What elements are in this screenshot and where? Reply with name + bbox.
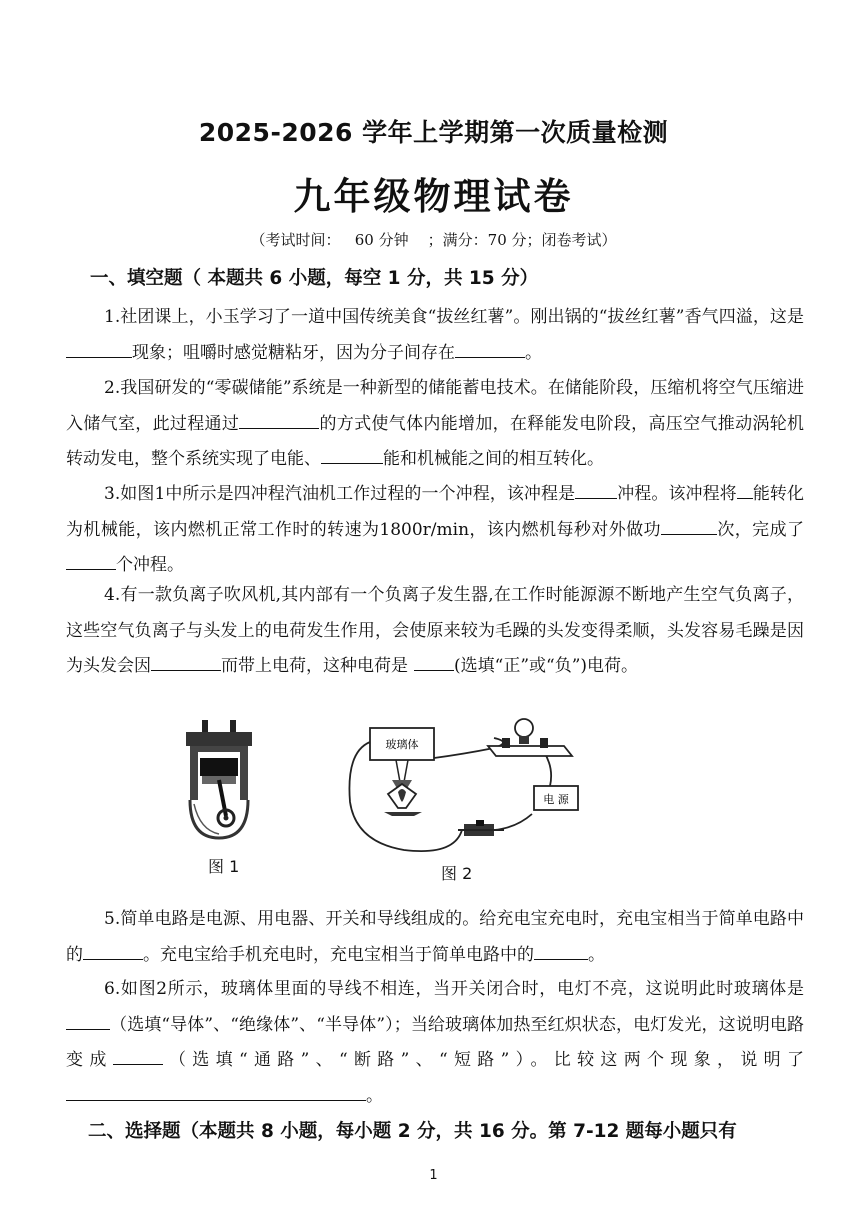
question-3 [66, 477, 804, 584]
q1-text-b: 现象；咀嚼时感觉糖粘牙，因为分子间存在 [132, 342, 455, 363]
q1-text-c: 。 [525, 342, 542, 363]
source-label: 电 源 [543, 793, 569, 806]
q1-text-a: 1.社团课上，小玉学习了一道中国传统美食“拔丝红薯”。刚出锅的“拔丝红薯”香气四溢，这是 [104, 307, 804, 327]
q4-text-a: 4.有一款负离子吹风机,其内部有一个负离子发生器,在工作时能源源不断地产生空气负离子，这些空气负离子与头发上的电荷发生作用，会使原来较为毛躁的头发变得柔顺，头发容易毛躁是因为头发会因 [66, 585, 804, 676]
q3-blank-1[interactable] [575, 479, 617, 499]
q3-text-c: 能转化为机械能，该内燃机正常工作时的转速为1800r/min，该内燃机每秒对外做功 [66, 484, 804, 540]
q2-text-a: 2.我国研发的“零碳储能”系统是一种新型的储能蓄电技术。在储能阶段，压缩机将空气压缩进入储气室，此过程通过 [66, 378, 804, 434]
q4-text-b: 而带上电荷，这种电荷是 [221, 656, 408, 676]
q6-text-c: （选填“通路”、“断路”、“短路”）。比较这两个现象，说明了 [162, 1050, 804, 1070]
question-1 [66, 300, 804, 371]
q2-text-b: 的方式使气体内能增加，在释能发电阶段，高压空气推动涡轮机转动发电，整个系统实现了电能、 [66, 413, 805, 469]
q6-blank-3[interactable] [66, 1081, 366, 1101]
q2-text-c: 能和机械能之间的相互转化。 [383, 449, 604, 469]
q2-blank-1[interactable] [239, 409, 319, 429]
exam-subject: 九年级物理试卷 [293, 175, 574, 218]
q6-blank-2[interactable] [113, 1045, 163, 1065]
q5-blank-1[interactable] [83, 940, 143, 960]
figure-2-circuit [344, 712, 580, 858]
q4-blank-1[interactable] [151, 651, 221, 671]
figure-2-caption: 图 2 [441, 864, 473, 883]
q4-text-c: (选填“正”或“负”)电荷。 [454, 656, 639, 676]
exam-meta: （考试时间： 60 分钟 ；满分：70 分；闭卷考试） [250, 231, 617, 249]
q3-blank-2[interactable] [737, 479, 753, 499]
q1-blank-2[interactable] [455, 338, 525, 358]
q1-blank-1[interactable] [66, 338, 132, 358]
question-4 [66, 578, 804, 685]
q5-text-a: 5.简单电路是电源、用电器、开关和导线组成的。给充电宝充电时，充电宝相当于简单电路中的 [66, 909, 804, 965]
q3-blank-3[interactable] [661, 515, 717, 535]
q3-text-b: 冲程。该冲程将 [617, 484, 737, 504]
figure-1-caption: 图 1 [208, 857, 240, 876]
q5-text-c: 。 [588, 944, 605, 965]
question-6 [66, 972, 804, 1114]
q6-text-a: 6.如图2所示，玻璃体里面的导线不相连，当开关闭合时，电灯不亮，这说明此时玻璃体是 [104, 979, 804, 999]
figure-1-engine [180, 718, 258, 842]
q6-text-b: （选填“导体”、“绝缘体”、“半导体”）；当给玻璃体加热至红炽状态，电灯发光，这说明电路变成 [66, 1014, 804, 1070]
q5-text-b: 。充电宝给手机充电时，充电宝相当于简单电路中的 [143, 944, 534, 965]
q4-blank-2[interactable] [414, 651, 454, 671]
q6-text-d: 。 [366, 1085, 383, 1106]
question-5 [66, 902, 804, 973]
question-2 [66, 371, 804, 478]
page-number: 1 [429, 1168, 438, 1183]
q2-blank-2[interactable] [321, 444, 383, 464]
q3-text-a: 3.如图1中所示是四冲程汽油机工作过程的一个冲程，该冲程是 [104, 484, 576, 504]
q5-blank-2[interactable] [534, 940, 588, 960]
exam-title: 2025-2026 学年上学期第一次质量检测 [198, 118, 669, 147]
section-1-heading: 一、填空题（ 本题共 6 小题，每空 1 分，共 15 分） [90, 268, 539, 289]
q6-blank-1[interactable] [66, 1010, 110, 1030]
q3-text-d: 次，完成了 [716, 519, 805, 540]
q3-text-e: 个冲程。 [116, 555, 184, 575]
q3-blank-4[interactable] [66, 550, 116, 570]
glass-label: 玻璃体 [385, 738, 419, 751]
section-2-heading: 二、选择题（本题共 8 小题，每小题 2 分，共 16 分。第 7-12 题每小题只有 [88, 1121, 737, 1142]
